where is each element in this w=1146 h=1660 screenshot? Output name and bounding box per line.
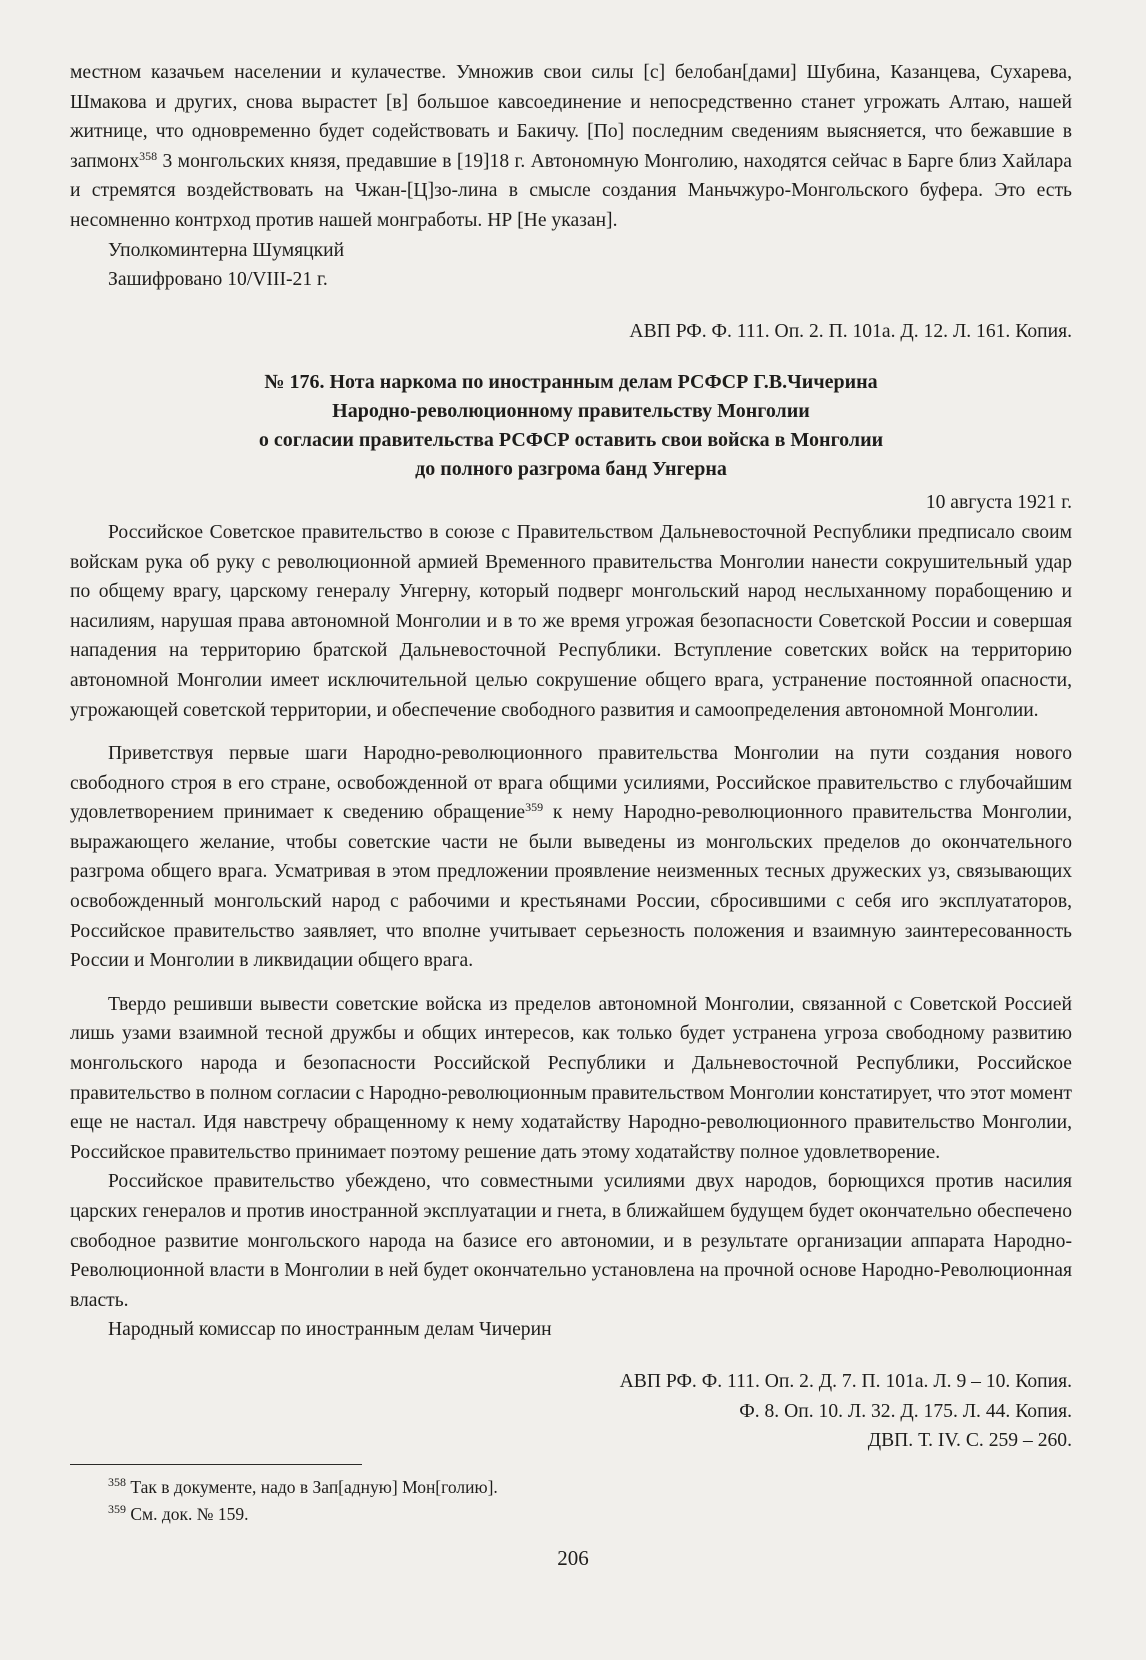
paragraph-2-text-b: к нему Народно-революционного правительства Монголии, выражающего желание, чтобы советские части не были выведены из монгольских пределов до окончательного разгрома общего врага. Усматривая в этом предложении проявление неизменных тесных дружеских уз, связывающих освобожденный монгольский народ с рабочими и крестьянами России, сбросившими с себя иго эксплуататоров, Российское правительство заявляет, что вполне учитывает серьезность положения и взаимную заинтересованность России и Монголии в ликвидации общего врага. [70, 802, 1072, 972]
prev-doc-encrypted-date: Зашифровано 10/VIII-21 г. [108, 269, 328, 291]
title-line-3: о согласии правительства РСФСР оставить свои войска в Монголии [258, 429, 884, 452]
paragraph-3: Твердо решивши вывести советские войска из пределов автономной Монголии, связанной с Советской Россией лишь узами взаимной тесной дружбы и общих интересов, как только будет устранена угроза свободному развитию монгольского народа и безопасности Российской Республики и Дальневосточной Республики, Российское правительство в полном согласии с Народно-революционным правительством Монголии констатирует, что этот момент еще не настал. Идя навстречу обращенному к нему ходатайству Народно-революционного правительство Монголии, Российское правительство принимает поэтому решение дать этому ходатайству полное удовлетворение. [70, 993, 1072, 1163]
footnote-ref-358: 358 [139, 148, 158, 163]
footnote-358: $^{358}$ Так в документе, надо в Зап[адную] Мон[голию]. [108, 1475, 498, 1497]
footnote-divider [70, 1464, 362, 1465]
paragraph-2-text-a: Приветствуя первые шаги Народно-революционного правительства Монголии на пути создания нового свободного строя в его стране, освобожденной от врага общими усилиями, Российское правительство с глубочайшим удовлетворением принимает к сведению обращение [70, 743, 1072, 824]
prev-doc-signature: Уполкоминтерна Шумяцкий [108, 239, 345, 261]
paragraph-4: Российское правительство убеждено, что совместными усилиями двух народов, борющихся против насилия царских генералов и против иностранной эксплуатации и гнета, в ближайшем будущем будет окончательно обеспечено свободное развитие монгольского народа на базисе его автономии, и в результате организации аппарата Народно-Революционной власти в Монголии в ней будет окончательно установлена на прочной основе Народно-Революционная власть. [70, 1171, 1072, 1311]
main-text [70, 58, 1072, 1456]
title-line-2: Народно-революционному правительству Монголии [332, 400, 810, 423]
title-line-1: № 176. Нота наркома по иностранным делам РСФСР Г.В.Чичерина [264, 371, 878, 394]
paragraph-1: Российское Советское правительство в союзе с Правительством Дальневосточной Республики предписало своим войскам рука об руку с революционной армией Временного правительства Монголии нанести сокрушительный удар по общему врагу, царскому генералу Унгерну, который подверг монгольский народ неслыханному порабощению и насилиям, нарушая права автономной Монголии и в то же время угрожая безопасности Советской России и совершая нападения на территорию братской Дальневосточной Республики. Вступление советских войск на территорию автономной Монголии имеет исключительной целью сокрушение общего врага, устранение постоянной опасности, угрожающей советской территории, и обеспечение свободного развития и самоопределения автономной Монголии. [70, 521, 1072, 721]
footnotes [70, 1474, 1070, 1528]
footnote-ref-359: 359 [525, 800, 544, 815]
title-line-4: до полного разгрома банд Унгерна [415, 458, 727, 481]
prev-doc-text-a: местном казачьем населении и кулачестве. Умножив свои силы [с] белобан[дами] Шубина, Казанцева, Сухарева, Шмакова и других, снова вырастет [в] большое кавсоединение и непосредственно станет угрожать Алтаю, нашей житнице, что одновременно будет содействовать и Бакичу. [По] последним сведениям выясняется, что бежавшие в запмонх [70, 62, 1072, 172]
paragraph-2 [70, 739, 1072, 976]
page-number: 206 [557, 1546, 589, 1570]
source-2: Ф. 8. Оп. 10. Л. 32. Д. 175. Л. 44. Копия. [739, 1400, 1072, 1422]
source-1: АВП РФ. Ф. 111. Оп. 2. Д. 7. П. 101а. Л. 9 – 10. Копия. [619, 1370, 1072, 1392]
prev-doc-text-b: 3 монгольских князя, предавшие в [19]18 г. Автономную Монголию, находятся сейчас в Барге близ Хайлара и стремятся воздействовать на Чжан-[Ц]зо-лина в смысле создания Маньчжуро-Монгольского буфера. Это есть несомненно контрход против нашей монгработы. НР [Не указан]. [70, 150, 1072, 231]
document-title [70, 368, 1072, 484]
source-3: ДВП. Т. IV. С. 259 – 260. [867, 1430, 1072, 1452]
prev-doc-source: АВП РФ. Ф. 111. Оп. 2. П. 101а. Д. 12. Л. 161. Копия. [629, 320, 1072, 342]
prev-doc-paragraph [70, 58, 1072, 236]
document-date: 10 августа 1921 г. [925, 492, 1072, 514]
footnote-359: $^{359}$ См. док. № 159. [108, 1502, 249, 1524]
signature: Народный комиссар по иностранным делам Чичерин [108, 1319, 552, 1341]
